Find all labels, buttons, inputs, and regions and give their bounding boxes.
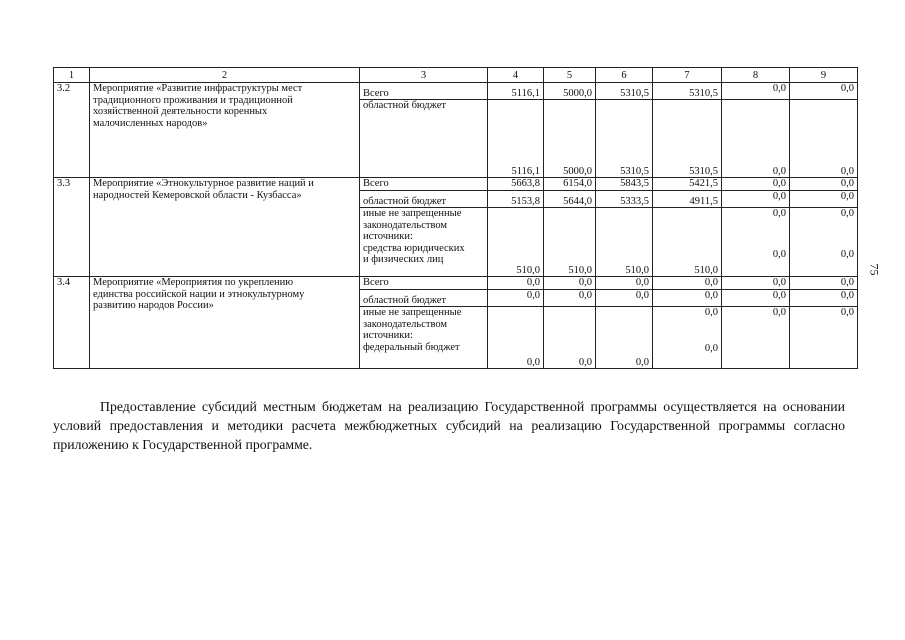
- value-cell: 5153,8: [488, 191, 544, 208]
- value-cell: 0,0: [790, 178, 858, 191]
- funding-source: Всего: [360, 83, 488, 100]
- table-row: [54, 178, 858, 191]
- event-name: Мероприятие «Мероприятия по укреплению единства российской нации и этнокультурному развитию народов России»: [90, 277, 360, 369]
- event-name: Мероприятие «Развитие инфраструктуры мест традиционного проживания и традиционной хозяйственной деятельности коренных малочисленных народов»: [90, 83, 360, 178]
- value-cell: 0,0: [722, 191, 790, 208]
- value-cell: 0,0: [544, 307, 596, 369]
- header-cell: 2: [90, 68, 360, 83]
- value-cell: 0,0: [722, 178, 790, 191]
- funding-source: иные не запрещенные законодательством источники: средства юридических и физических лиц: [360, 208, 488, 277]
- value-cell: 0,0: [596, 277, 653, 290]
- row-number: 3.2: [54, 83, 90, 178]
- header-cell: 1: [54, 68, 90, 83]
- funding-source: иные не запрещенные законодательством источники: федеральный бюджет: [360, 307, 488, 369]
- value-cell: 5421,5: [653, 178, 722, 191]
- value-cell: 5000,0: [544, 83, 596, 100]
- value-top: 0,0: [772, 208, 786, 219]
- value-cell: 0,0: [653, 290, 722, 307]
- value-cell: 5000,0: [544, 100, 596, 178]
- row-number: 3.4: [54, 277, 90, 369]
- value-cell: 0,0: [544, 290, 596, 307]
- value-cell: 0,0: [722, 277, 790, 290]
- row-number: 3.3: [54, 178, 90, 277]
- value-cell: [790, 208, 858, 277]
- value-cell: 5333,5: [596, 191, 653, 208]
- header-cell: 4: [488, 68, 544, 83]
- value-lower: 0,0: [704, 343, 718, 354]
- value-cell: 5310,5: [653, 100, 722, 178]
- value-cell: 0,0: [488, 277, 544, 290]
- value-cell: 0,0: [488, 290, 544, 307]
- value-cell: 510,0: [596, 208, 653, 277]
- value-cell: 0,0: [596, 307, 653, 369]
- body-paragraph: Предоставление субсидий местным бюджетам на реализацию Государственной программы осуществляется на основании условий предоставления и методики расчета межбюджетных субсидий на реализацию Государственной программы согласно приложению к Государственной программе.: [53, 399, 845, 452]
- page-number: 75: [867, 263, 882, 276]
- value-cell: 5116,1: [488, 100, 544, 178]
- header-cell: 5: [544, 68, 596, 83]
- value-cell: 5644,0: [544, 191, 596, 208]
- value-cell: 0,0: [790, 307, 858, 369]
- value-cell: 0,0: [653, 277, 722, 290]
- event-name: Мероприятие «Этнокультурное развитие наций и народностей Кемеровской области - Кузбасса»: [90, 178, 360, 277]
- value-cell: 5663,8: [488, 178, 544, 191]
- value-cell: 0,0: [488, 307, 544, 369]
- value-cell: 0,0: [544, 277, 596, 290]
- value-cell: 0,0: [790, 83, 858, 100]
- funding-source: Всего: [360, 277, 488, 290]
- value-cell: 0,0: [722, 100, 790, 178]
- value-cell: 5843,5: [596, 178, 653, 191]
- value-top: 0,0: [840, 208, 854, 219]
- funding-source: областной бюджет: [360, 191, 488, 208]
- value-cell: 5116,1: [488, 83, 544, 100]
- value-cell: 5310,5: [596, 83, 653, 100]
- value-cell: [653, 307, 722, 369]
- value-top: 0,0: [704, 307, 718, 318]
- header-cell: 8: [722, 68, 790, 83]
- header-row: [54, 68, 858, 83]
- value-cell: 0,0: [722, 290, 790, 307]
- value-cell: 0,0: [722, 83, 790, 100]
- value-cell: 4911,5: [653, 191, 722, 208]
- funding-source: областной бюджет: [360, 290, 488, 307]
- value-cell: 0,0: [790, 290, 858, 307]
- value-cell: 510,0: [653, 208, 722, 277]
- value-cell: [722, 208, 790, 277]
- funding-table: [53, 67, 858, 369]
- funding-source: [360, 100, 488, 178]
- value-cell: 0,0: [596, 290, 653, 307]
- value-cell: 5310,5: [653, 83, 722, 100]
- value-cell: 5310,5: [596, 100, 653, 178]
- header-cell: 7: [653, 68, 722, 83]
- value-cell: 0,0: [790, 277, 858, 290]
- value-lower: 0,0: [772, 249, 786, 260]
- funding-source-label: областной бюджет: [363, 100, 446, 111]
- value-cell: 6154,0: [544, 178, 596, 191]
- header-cell: 9: [790, 68, 858, 83]
- value-lower: 0,0: [840, 249, 854, 260]
- value-cell: 0,0: [722, 307, 790, 369]
- value-cell: 510,0: [488, 208, 544, 277]
- value-cell: 0,0: [790, 100, 858, 178]
- funding-source: Всего: [360, 178, 488, 191]
- table-row: [54, 277, 858, 290]
- table-row: [54, 83, 858, 100]
- header-cell: 6: [596, 68, 653, 83]
- value-cell: 510,0: [544, 208, 596, 277]
- value-cell: 0,0: [790, 191, 858, 208]
- header-cell: 3: [360, 68, 488, 83]
